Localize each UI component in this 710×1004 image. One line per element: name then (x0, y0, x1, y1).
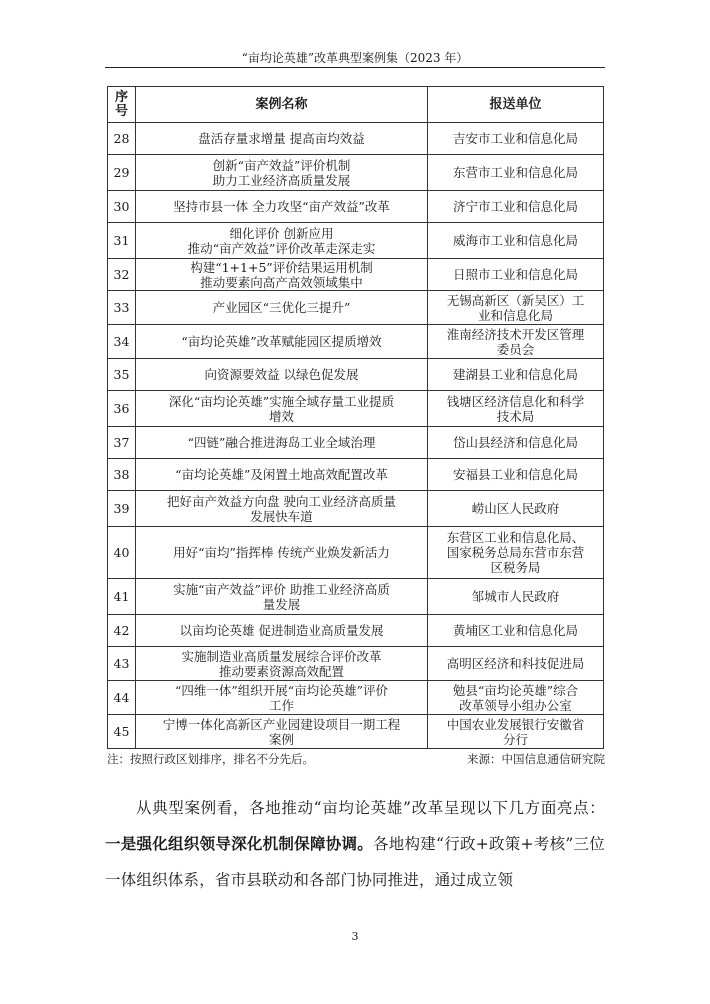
case-table (107, 86, 604, 749)
reporting-unit: 日照市工业和信息化局 (428, 259, 604, 291)
table-row (108, 427, 604, 459)
body-rest: 各地构建“行政+政策+考核”三位一体组织体系，省市县联动和各部门协同推进，通过成立领 (105, 835, 605, 889)
reporting-unit: 高明区经济和科技促进局 (428, 647, 604, 681)
running-header: “亩均论英雄”改革典型案例集（2023 年） (241, 51, 469, 65)
case-name: 产业园区“三优化三提升” (136, 291, 428, 325)
table-row (108, 155, 604, 191)
case-name: 宁博一体化高新区产业园建设项目一期工程 案例 (136, 715, 428, 749)
page-number: 3 (351, 930, 359, 943)
case-name: “亩均论英雄”改革赋能园区提质增效 (136, 325, 428, 359)
case-name: 细化评价 创新应用 推动“亩产效益”评价改革走深走实 (136, 223, 428, 259)
table-row (108, 223, 604, 259)
reporting-unit: 黄埔区工业和信息化局 (428, 615, 604, 647)
row-number: 35 (108, 359, 136, 391)
case-name: 创新“亩产效益”评价机制 助力工业经济高质量发展 (136, 155, 428, 191)
table-note: 注：按照行政区划排序，排名不分先后。 (107, 752, 314, 766)
reporting-unit: 建湖县工业和信息化局 (428, 359, 604, 391)
table-header-row (108, 87, 604, 123)
reporting-unit: 东营区工业和信息化局、 国家税务总局东营市东营 区税务局 (428, 527, 604, 579)
row-number: 36 (108, 391, 136, 427)
row-number: 29 (108, 155, 136, 191)
case-name: 坚持市县一体 全力攻坚“亩产效益”改革 (136, 191, 428, 223)
row-number: 37 (108, 427, 136, 459)
table-row (108, 459, 604, 491)
reporting-unit: 勉县“亩均论英雄”综合 改革领导小组办公室 (428, 681, 604, 715)
reporting-unit: 济宁市工业和信息化局 (428, 191, 604, 223)
table-row (108, 123, 604, 155)
reporting-unit: 威海市工业和信息化局 (428, 223, 604, 259)
table-row (108, 491, 604, 527)
row-number: 43 (108, 647, 136, 681)
table-source: 来源：中国信息通信研究院 (467, 752, 605, 766)
header-name: 案例名称 (136, 87, 428, 123)
reporting-unit: 淮南经济技术开发区管理 委员会 (428, 325, 604, 359)
body-paragraph (105, 790, 605, 898)
row-number: 45 (108, 715, 136, 749)
header-unit: 报送单位 (428, 87, 604, 123)
row-number: 30 (108, 191, 136, 223)
row-number: 38 (108, 459, 136, 491)
row-number: 42 (108, 615, 136, 647)
row-number: 31 (108, 223, 136, 259)
case-name: 实施制造业高质量发展综合评价改革 推动要素资源高效配置 (136, 647, 428, 681)
case-name: 向资源要效益 以绿色促发展 (136, 359, 428, 391)
case-name: 盘活存量求增量 提高亩均效益 (136, 123, 428, 155)
reporting-unit: 东营市工业和信息化局 (428, 155, 604, 191)
table-row (108, 527, 604, 579)
case-name: 以亩均论英雄 促进制造业高质量发展 (136, 615, 428, 647)
row-number: 40 (108, 527, 136, 579)
table-row (108, 291, 604, 325)
reporting-unit: 邹城市人民政府 (428, 579, 604, 615)
reporting-unit: 中国农业发展银行安徽省 分行 (428, 715, 604, 749)
reporting-unit: 钱塘区经济信息化和科学 技术局 (428, 391, 604, 427)
table-row (108, 579, 604, 615)
row-number: 44 (108, 681, 136, 715)
case-name: 深化“亩均论英雄”实施全域存量工业提质 增效 (136, 391, 428, 427)
reporting-unit: 吉安市工业和信息化局 (428, 123, 604, 155)
header-no: 序号 (108, 87, 136, 123)
case-name: 实施“亩产效益”评价 助推工业经济高质 量发展 (136, 579, 428, 615)
case-name: 构建“1+1+5”评价结果运用机制 推动要素向高产高效领域集中 (136, 259, 428, 291)
reporting-unit: 无锡高新区（新吴区）工 业和信息化局 (428, 291, 604, 325)
row-number: 39 (108, 491, 136, 527)
row-number: 33 (108, 291, 136, 325)
body-highlight: 一是强化组织领导深化机制保障协调。 (105, 835, 373, 853)
row-number: 34 (108, 325, 136, 359)
case-name: 用好“亩均”指挥棒 传统产业焕发新活力 (136, 527, 428, 579)
row-number: 28 (108, 123, 136, 155)
row-number: 41 (108, 579, 136, 615)
table-row (108, 391, 604, 427)
row-number: 32 (108, 259, 136, 291)
case-name: “四链”融合推进海岛工业全域治理 (136, 427, 428, 459)
reporting-unit: 崂山区人民政府 (428, 491, 604, 527)
case-name: “四维一体”组织开展“亩均论英雄”评价 工作 (136, 681, 428, 715)
reporting-unit: 岱山县经济和信息化局 (428, 427, 604, 459)
header-rule (105, 67, 605, 68)
table-row (108, 615, 604, 647)
case-name: 把好亩产效益方向盘 驶向工业经济高质量 发展快车道 (136, 491, 428, 527)
table-row (108, 325, 604, 359)
table-row (108, 681, 604, 715)
table-row (108, 191, 604, 223)
table-row (108, 715, 604, 749)
case-name: “亩均论英雄”及闲置土地高效配置改革 (136, 459, 428, 491)
table-row (108, 647, 604, 681)
table-row (108, 259, 604, 291)
reporting-unit: 安福县工业和信息化局 (428, 459, 604, 491)
body-intro: 从典型案例看，各地推动“亩均论英雄”改革呈现以下几方面亮点： (136, 799, 605, 817)
table-row (108, 359, 604, 391)
